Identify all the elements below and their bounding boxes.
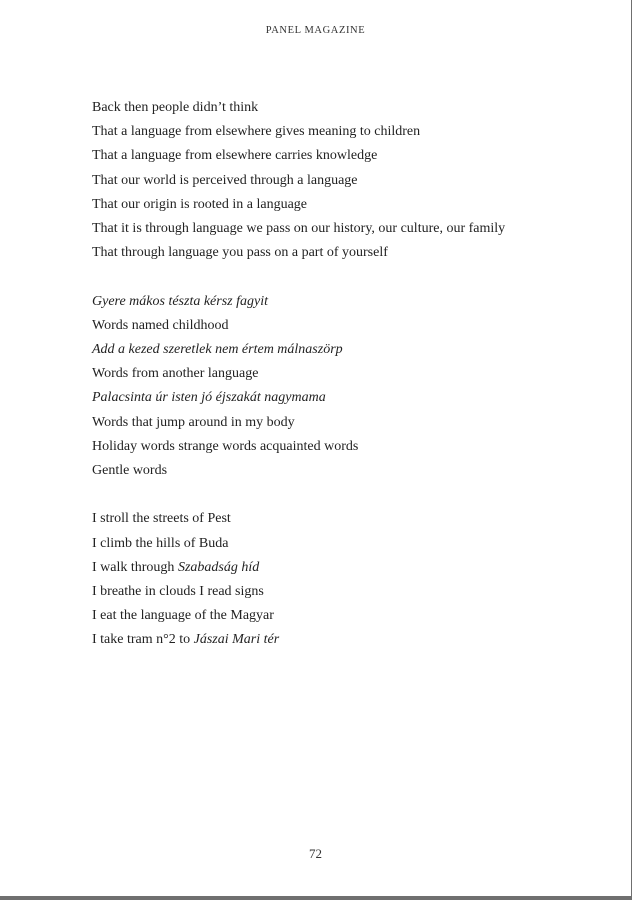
poem-line: That our world is perceived through a language [92,172,358,188]
poem [92,96,611,677]
poem-line: I breathe in clouds I read signs [92,584,264,600]
poem-line: Gentle words [92,463,168,479]
poem-line: Words from another language [92,366,259,382]
running-header: PANEL MAGAZINE [265,25,366,36]
poem-line-hungarian: Gyere mákos tészta kérsz fagyit [92,293,268,309]
poem-line: Back then people didn’t think [92,100,259,115]
hungarian-place-name: Jászai Mari tér [193,632,280,648]
poem-line: That our origin is rooted in a language [92,196,307,212]
poem-line: I stroll the streets of Pest [92,511,231,527]
stanza-2 [92,290,611,484]
poem-line [92,556,611,580]
poem-line: That it is through language we pass on our history, our culture, our family [92,221,506,237]
poem-line: Words that jump around in my body [92,414,295,430]
poem-line: I climb the hills of Buda [92,535,229,551]
stanza-3 [92,507,611,652]
poem-line: Holiday words strange words acquainted words [92,438,359,454]
poem-line-text: I take tram n°2 to [92,632,194,648]
stanza-1 [92,96,611,265]
poem-line: That a language from elsewhere gives meaning to children [92,124,421,140]
page-number: 72 [309,846,322,861]
poem-line: That through language you pass on a part of yourself [92,245,388,261]
poem-line: I eat the language of the Magyar [92,608,274,624]
poem-line-text: I walk through [92,559,178,575]
poem-line-hungarian: Palacsinta úr isten jó éjszakát nagymama [92,390,326,406]
poem-line: Words named childhood [92,317,229,333]
poem-line-hungarian: Add a kezed szeretlek nem értem málnaszörp [92,342,343,358]
poem-line [92,628,611,652]
poem-line: That a language from elsewhere carries knowledge [92,148,378,164]
hungarian-place-name: Szabadság híd [177,559,260,575]
